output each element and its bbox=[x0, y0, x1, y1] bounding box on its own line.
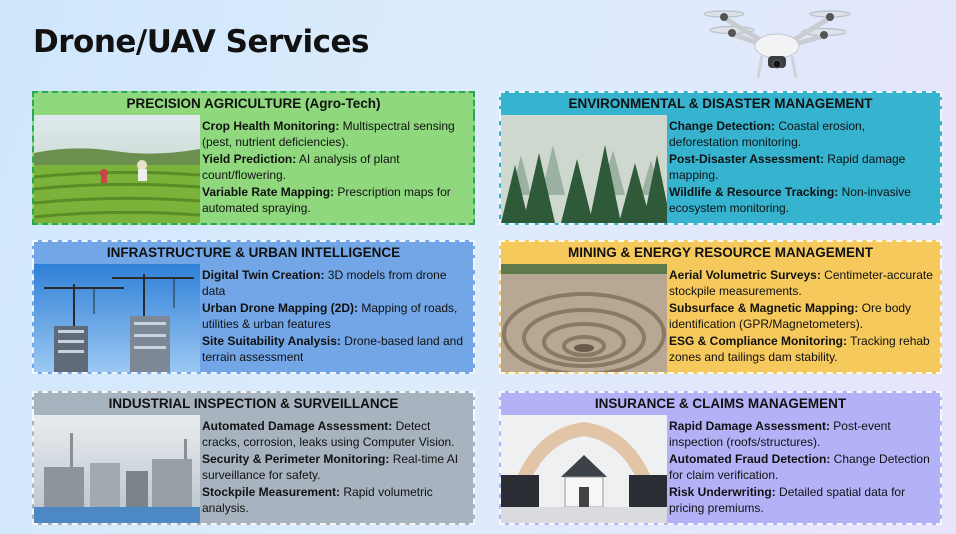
card-title: MINING & ENERGY RESOURCE MANAGEMENT bbox=[499, 240, 942, 264]
card-title: INDUSTRIAL INSPECTION & SURVEILLANCE bbox=[32, 391, 475, 415]
card-industrial-inspection bbox=[32, 391, 475, 525]
list-item: Stockpile Measurement: Rapid volumetric analysis. bbox=[202, 485, 433, 515]
page-title: Drone/UAV Services bbox=[33, 24, 369, 60]
industrial-plant-photo bbox=[34, 415, 200, 523]
list-item: Risk Underwriting: Detailed spatial data for pricing premiums. bbox=[669, 485, 906, 515]
list-item: Urban Drone Mapping (2D): Mapping of roads, utilities & urban features bbox=[202, 301, 458, 331]
list-item: Yield Prediction: AI analysis of plant count/flowering. bbox=[202, 152, 400, 182]
misty-forest-photo bbox=[501, 115, 667, 223]
open-pit-mine-photo bbox=[501, 264, 667, 372]
list-item: Automated Damage Assessment: Detect cracks, corrosion, leaks using Computer Vision. bbox=[202, 419, 455, 449]
list-item: Security & Perimeter Monitoring: Real-time AI surveillance for safety. bbox=[202, 452, 459, 482]
list-item: Wildlife & Resource Tracking: Non-invasive ecosystem monitoring. bbox=[669, 185, 911, 215]
tea-field-photo bbox=[34, 115, 200, 223]
list-item: Rapid Damage Assessment: Post-event inspection (roofs/structures). bbox=[669, 419, 891, 449]
card-environmental-disaster bbox=[499, 91, 942, 225]
list-item: Crop Health Monitoring: Multispectral sensing (pest, nutrient deficiencies). bbox=[202, 119, 455, 149]
card-title: ENVIRONMENTAL & DISASTER MANAGEMENT bbox=[499, 91, 942, 115]
list-item: Digital Twin Creation: 3D models from drone data bbox=[202, 268, 447, 298]
list-item: Subsurface & Magnetic Mapping: Ore body identification (GPR/Magnetometers). bbox=[669, 301, 912, 331]
card-mining-energy bbox=[499, 240, 942, 374]
card-title: INFRASTRUCTURE & URBAN INTELLIGENCE bbox=[32, 240, 475, 264]
card-title: PRECISION AGRICULTURE (Agro-Tech) bbox=[32, 91, 475, 115]
card-precision-agriculture bbox=[32, 91, 475, 225]
drone-icon bbox=[702, 0, 852, 84]
list-item: Post-Disaster Assessment: Rapid damage mapping. bbox=[669, 152, 906, 182]
construction-cranes-photo bbox=[34, 264, 200, 372]
list-item: Variable Rate Mapping: Prescription maps for automated spraying. bbox=[202, 185, 451, 215]
card-insurance-claims bbox=[499, 391, 942, 525]
list-item: Site Suitability Analysis: Drone-based land and terrain assessment bbox=[202, 334, 464, 364]
card-title: INSURANCE & CLAIMS MANAGEMENT bbox=[499, 391, 942, 415]
list-item: Automated Fraud Detection: Change Detection for claim verification. bbox=[669, 452, 930, 482]
card-infrastructure-urban bbox=[32, 240, 475, 374]
list-item: Aerial Volumetric Surveys: Centimeter-accurate stockpile measurements. bbox=[669, 268, 933, 298]
list-item: Change Detection: Coastal erosion, deforestation monitoring. bbox=[669, 119, 866, 149]
hands-over-house-photo bbox=[501, 415, 667, 523]
list-item: ESG & Compliance Monitoring: Tracking rehab zones and tailings dam stability. bbox=[669, 334, 930, 364]
